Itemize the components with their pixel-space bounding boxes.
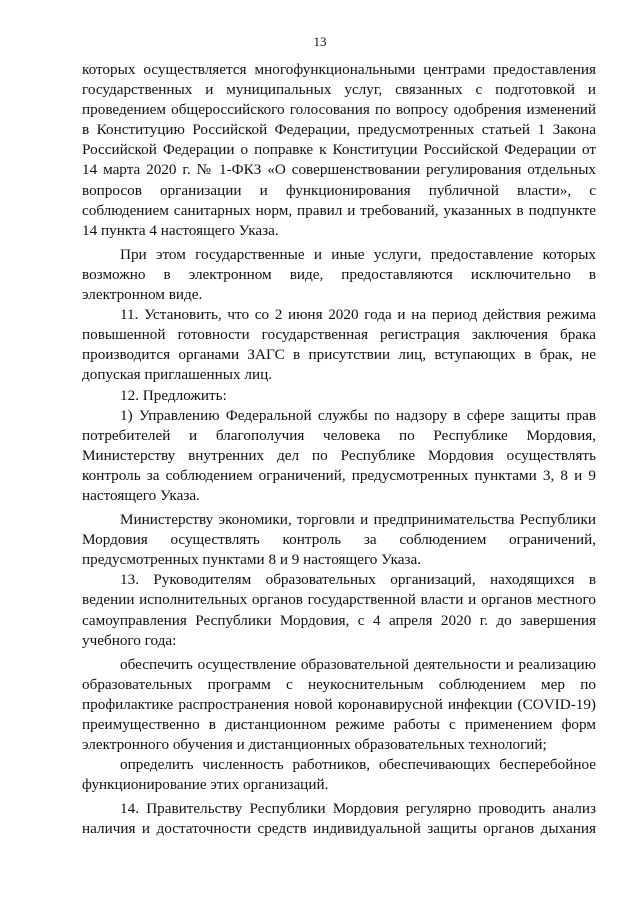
text-line: производится органами ЗАГС в присутствии лиц, вступающих в брак, не <box>82 346 596 364</box>
text-line: повышенной готовности государственная регистрация заключения брака <box>82 326 596 344</box>
text-line: предусмотренных пунктами 8 и 9 настоящего Указа. <box>82 551 422 569</box>
text-line: возможно в электронном виде, предоставляются исключительно в <box>82 265 596 283</box>
text-line: Министерству экономики, торговли и предпринимательства Республики <box>120 511 596 529</box>
text-line: соблюдением санитарных норм, правил и требований, указанных в подпункте <box>82 201 596 219</box>
text-line: Российской Федерации о поправке к Конституции Российской Федерации от <box>82 141 596 159</box>
text-line: 14. Правительству Республики Мордовия регулярно проводить анализ <box>120 800 596 818</box>
text-line: в Конституцию Российской Федерации, предусмотренных статьей 1 Закона <box>82 121 596 139</box>
text-line: самоуправления Республики Мордовия, с 4 апреля 2020 г. до завершения <box>82 611 596 629</box>
text-line: электронном виде. <box>82 286 203 304</box>
text-line: наличия и достаточности средств индивидуальной защиты органов дыхания <box>82 820 596 838</box>
text-line: преимущественно в дистанционном режиме работы с применением форм <box>82 716 596 733</box>
text-line: функционирование этих организаций. <box>82 776 329 794</box>
text-line: настоящего Указа. <box>82 486 200 504</box>
text-line: образовательных программ с неукоснительным соблюдением мер по <box>82 675 596 693</box>
text-line: 14 пункта 4 настоящего Указа. <box>82 221 279 239</box>
text-line: допуская приглашенных лиц. <box>82 366 272 384</box>
text-line: 13. Руководителям образовательных организаций, находящихся в <box>120 571 596 589</box>
text-line: профилактике распространения новой коронавирусной инфекции (COVID-19) <box>82 695 596 713</box>
text-line: контроль за соблюдением ограничений, предусмотренных пунктами 3, 8 и 9 <box>82 466 596 484</box>
document-body <box>82 60 596 840</box>
text-line: потребителей и благополучия человека по Республике Мордовия, <box>82 426 596 444</box>
text-line: 14 марта 2020 г. № 1-ФКЗ «О совершенствовании регулирования отдельных <box>82 161 596 179</box>
text-line: вопросов организации и функционирования публичной власти», с <box>82 181 596 199</box>
text-line: 11. Установить, что со 2 июня 2020 года и на период действия режима <box>120 306 596 324</box>
text-line: которых осуществляется многофункциональными центрами предоставления <box>82 61 596 78</box>
text-line: Мордовия осуществлять контроль за соблюдением ограничений, <box>82 531 596 549</box>
text-line: государственных и муниципальных услуг, связанных с подготовкой и <box>82 81 596 99</box>
text-line: 12. Предложить: <box>120 386 227 404</box>
text-line: определить численность работников, обеспечивающих бесперебойное <box>120 756 596 774</box>
page-number: 13 <box>313 34 327 49</box>
text-line: проведением общероссийского голосования по вопросу одобрения изменений <box>82 101 596 119</box>
text-line: учебного года: <box>82 631 177 649</box>
text-line: обеспечить осуществление образовательной деятельности и реализацию <box>120 655 596 673</box>
text-line: 1) Управлению Федеральной службы по надзору в сфере защиты прав <box>120 406 596 424</box>
text-line: Министерству внутренних дел по Республике Мордовия осуществлять <box>82 446 596 464</box>
text-line: электронного обучения и дистанционных образовательных технологий; <box>82 736 547 754</box>
text-line: При этом государственные и иные услуги, предоставление которых <box>120 245 596 263</box>
text-line: ведении исполнительных органов государственной власти и органов местного <box>82 591 596 609</box>
